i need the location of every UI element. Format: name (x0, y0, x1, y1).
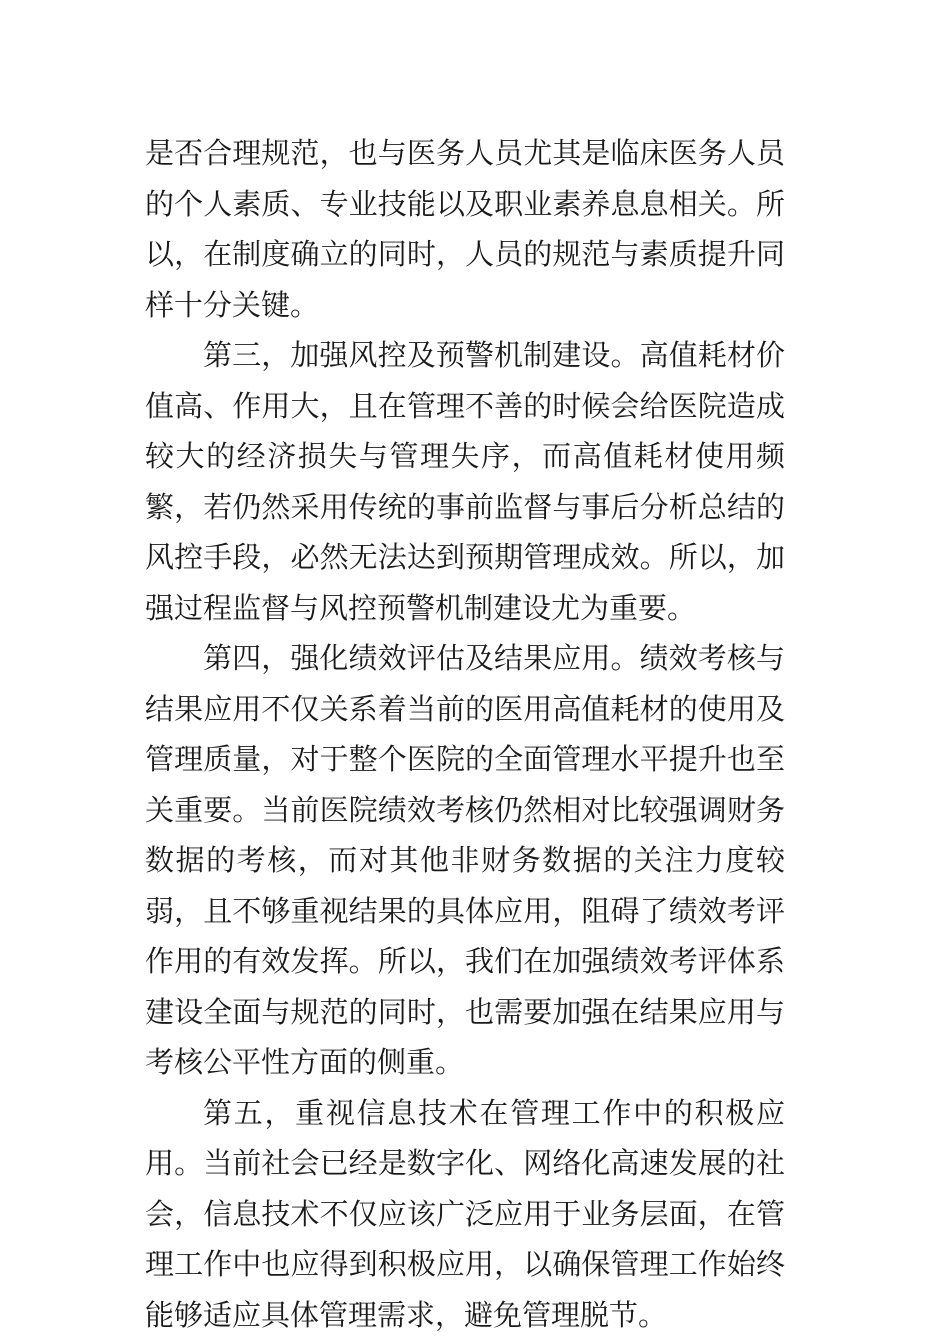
paragraph-performance-evaluation: 第四，强化绩效评估及结果应用。绩效考核与结果应用不仅关系着当前的医用高值耗材的使用及管理质量，对于整个医院的全面管理水平提升也至关重要。当前医院绩效考核仍然相对比较强调财务数据的考核，而对其他非财务数据的关注力度较弱，且不够重视结果的具体应用，阻碍了绩效考评作用的有效发挥。所以，我们在加强绩效考评体系建设全面与规范的同时，也需要加强在结果应用与考核公平性方面的侧重。 (145, 641, 785, 1079)
document-body (145, 128, 785, 1340)
paragraph-information-technology: 第五，重视信息技术在管理工作中的积极应用。当前社会已经是数字化、网络化高速发展的社会，信息技术不仅应该广泛应用于业务层面，在管理工作中也应得到积极应用，以确保管理工作始终能够适应具体管理需求，避免管理脱节。 (145, 1095, 785, 1332)
paragraph-continuation: 是否合理规范，也与医务人员尤其是临床医务人员的个人素质、专业技能以及职业素养息息相关。所以，在制度确立的同时，人员的规范与素质提升同样十分关键。 (145, 136, 785, 322)
paragraph-risk-control: 第三，加强风控及预警机制建设。高值耗材价值高、作用大，且在管理不善的时候会给医院造成较大的经济损失与管理失序，而高值耗材使用频繁，若仍然采用传统的事前监督与事后分析总结的风控手段，必然无法达到预期管理成效。所以，加强过程监督与风控预警机制建设尤为重要。 (145, 338, 785, 625)
